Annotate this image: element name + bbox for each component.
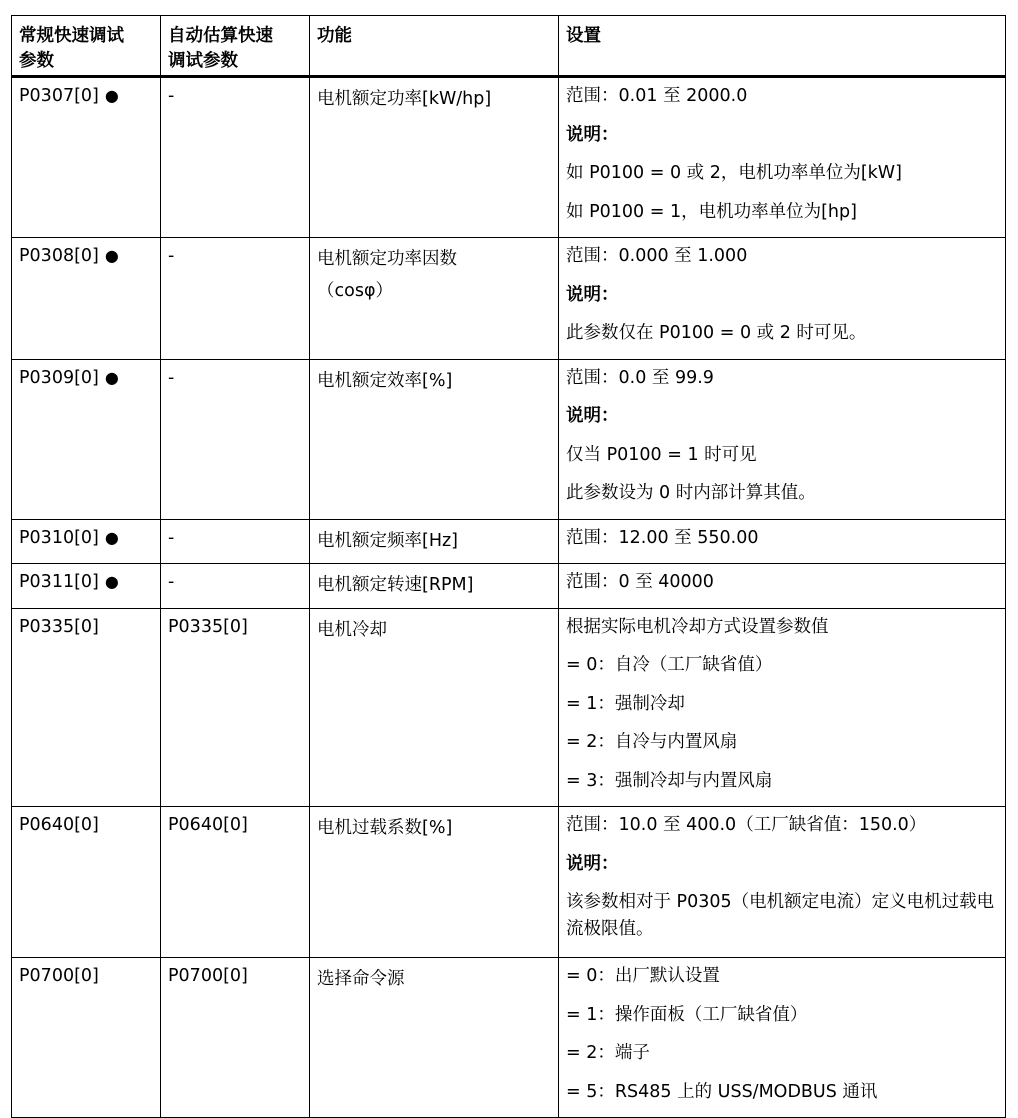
cell-standard-param xyxy=(12,238,161,360)
setting-line: = 2：自冷与内置风扇 xyxy=(566,732,738,752)
quick-commissioning-dot-icon: ● xyxy=(104,572,119,591)
table-row xyxy=(12,807,1006,958)
cell-setting xyxy=(559,958,1006,1118)
cell-function xyxy=(310,564,559,609)
auto-param-id: - xyxy=(168,572,175,592)
setting-line: 如 P0100 = 1，电机功率单位为[hp] xyxy=(566,201,857,222)
table-row xyxy=(12,77,1006,238)
setting-line: = 0：自冷（工厂缺省值） xyxy=(566,655,773,675)
cell-standard-param xyxy=(12,807,161,958)
cell-auto-param xyxy=(161,608,310,807)
param-id: P0310[0] xyxy=(19,527,99,548)
function-text: 电机额定功率[kW/hp] xyxy=(317,89,492,109)
setting-line: 范围：12.00 至 550.00 xyxy=(566,527,759,548)
cell-standard-param xyxy=(12,519,161,564)
header-setting-text: 设置 xyxy=(566,26,601,46)
setting-line: 范围：0 至 40000 xyxy=(566,572,714,592)
cell-function xyxy=(310,359,559,519)
cell-setting xyxy=(559,238,1006,360)
quick-commissioning-dot-icon: ● xyxy=(104,86,119,105)
param-id: P0700[0] xyxy=(19,966,99,986)
param-id: P0307[0] xyxy=(19,86,99,106)
setting-line: 范围：0.01 至 2000.0 xyxy=(566,86,748,106)
cell-auto-param xyxy=(161,238,310,360)
setting-line: = 5：RS485 上的 USS/MODBUS 通讯 xyxy=(566,1081,878,1102)
header-standard-param-text: 常规快速调试 参数 xyxy=(19,26,124,71)
function-text: 电机冷却 xyxy=(317,619,387,640)
cell-auto-param xyxy=(161,359,310,519)
auto-param-id: P0640[0] xyxy=(168,815,248,835)
cell-auto-param xyxy=(161,958,310,1118)
header-auto-param xyxy=(161,16,310,77)
parameter-table xyxy=(11,15,1006,1118)
cell-auto-param xyxy=(161,519,310,564)
header-standard-param xyxy=(12,16,161,77)
quick-commissioning-dot-icon: ● xyxy=(104,527,119,547)
auto-param-id: - xyxy=(168,246,175,266)
cell-auto-param xyxy=(161,77,310,238)
setting-line: = 1：操作面板（工厂缺省值） xyxy=(566,1004,808,1025)
cell-standard-param xyxy=(12,958,161,1118)
table-row xyxy=(12,238,1006,360)
setting-line: = 3：强制冷却与内置风扇 xyxy=(566,770,773,791)
cell-auto-param xyxy=(161,564,310,609)
auto-param-id: - xyxy=(168,367,175,388)
setting-line: 如 P0100 = 0 或 2，电机功率单位为[kW] xyxy=(566,163,902,183)
cell-function xyxy=(310,608,559,807)
setting-line: 说明： xyxy=(566,406,619,426)
param-id: P0640[0] xyxy=(19,815,99,835)
function-text: 电机过载系数[%] xyxy=(317,818,453,838)
quick-commissioning-dot-icon: ● xyxy=(104,367,119,387)
cell-function xyxy=(310,238,559,360)
function-text: 电机额定转速[RPM] xyxy=(317,575,474,595)
cell-function xyxy=(310,519,559,564)
setting-line: = 2：端子 xyxy=(566,1043,650,1063)
cell-setting xyxy=(559,807,1006,958)
header-function-text: 功能 xyxy=(317,26,352,46)
setting-line: 范围：0.000 至 1.000 xyxy=(566,246,748,266)
function-text: 电机额定频率[Hz] xyxy=(317,530,458,551)
cell-standard-param xyxy=(12,359,161,519)
auto-param-id: P0335[0] xyxy=(168,616,248,637)
cell-auto-param xyxy=(161,807,310,958)
function-text: 选择命令源 xyxy=(317,969,405,989)
quick-commissioning-dot-icon: ● xyxy=(104,246,119,265)
cell-setting xyxy=(559,519,1006,564)
cell-standard-param xyxy=(12,608,161,807)
cell-function xyxy=(310,958,559,1118)
auto-param-id: P0700[0] xyxy=(168,966,248,986)
function-text: 电机额定效率[%] xyxy=(317,370,453,391)
header-function xyxy=(310,16,559,77)
setting-line: 根据实际电机冷却方式设置参数值 xyxy=(566,616,829,637)
setting-line: 该参数相对于 P0305（电机额定电流）定义电机过载电流极限值。 xyxy=(566,892,995,939)
setting-line: 仅当 P0100 = 1 时可见 xyxy=(566,444,757,465)
cell-function xyxy=(310,807,559,958)
table-row xyxy=(12,958,1006,1118)
param-id: P0335[0] xyxy=(19,616,99,637)
auto-param-id: - xyxy=(168,527,175,548)
setting-line: 此参数设为 0 时内部计算其值。 xyxy=(566,483,816,503)
header-auto-param-text: 自动估算快速 调试参数 xyxy=(168,26,273,71)
cell-setting xyxy=(559,77,1006,238)
cell-standard-param xyxy=(12,564,161,609)
table-body xyxy=(12,77,1006,1118)
table-row xyxy=(12,359,1006,519)
cell-standard-param xyxy=(12,77,161,238)
table-row xyxy=(12,519,1006,564)
setting-line: = 1：强制冷却 xyxy=(566,693,685,714)
cell-setting xyxy=(559,564,1006,609)
cell-function xyxy=(310,77,559,238)
setting-line: 范围：0.0 至 99.9 xyxy=(566,367,714,388)
cell-setting xyxy=(559,359,1006,519)
table-header-row xyxy=(12,16,1006,77)
auto-param-id: - xyxy=(168,86,175,106)
setting-line: = 0：出厂默认设置 xyxy=(566,966,720,986)
param-id: P0308[0] xyxy=(19,246,99,266)
function-text: 电机额定功率因数 （cosφ） xyxy=(317,249,457,301)
header-setting xyxy=(559,16,1006,77)
setting-line: 说明： xyxy=(566,284,619,305)
table-row xyxy=(12,608,1006,807)
table-row xyxy=(12,564,1006,609)
setting-line: 说明： xyxy=(566,124,619,145)
param-id: P0311[0] xyxy=(19,572,99,592)
setting-line: 说明： xyxy=(566,853,619,874)
cell-setting xyxy=(559,608,1006,807)
setting-line: 此参数仅在 P0100 = 0 或 2 时可见。 xyxy=(566,323,867,343)
param-id: P0309[0] xyxy=(19,367,99,388)
setting-line: 范围：10.0 至 400.0（工厂缺省值：150.0） xyxy=(566,815,927,835)
